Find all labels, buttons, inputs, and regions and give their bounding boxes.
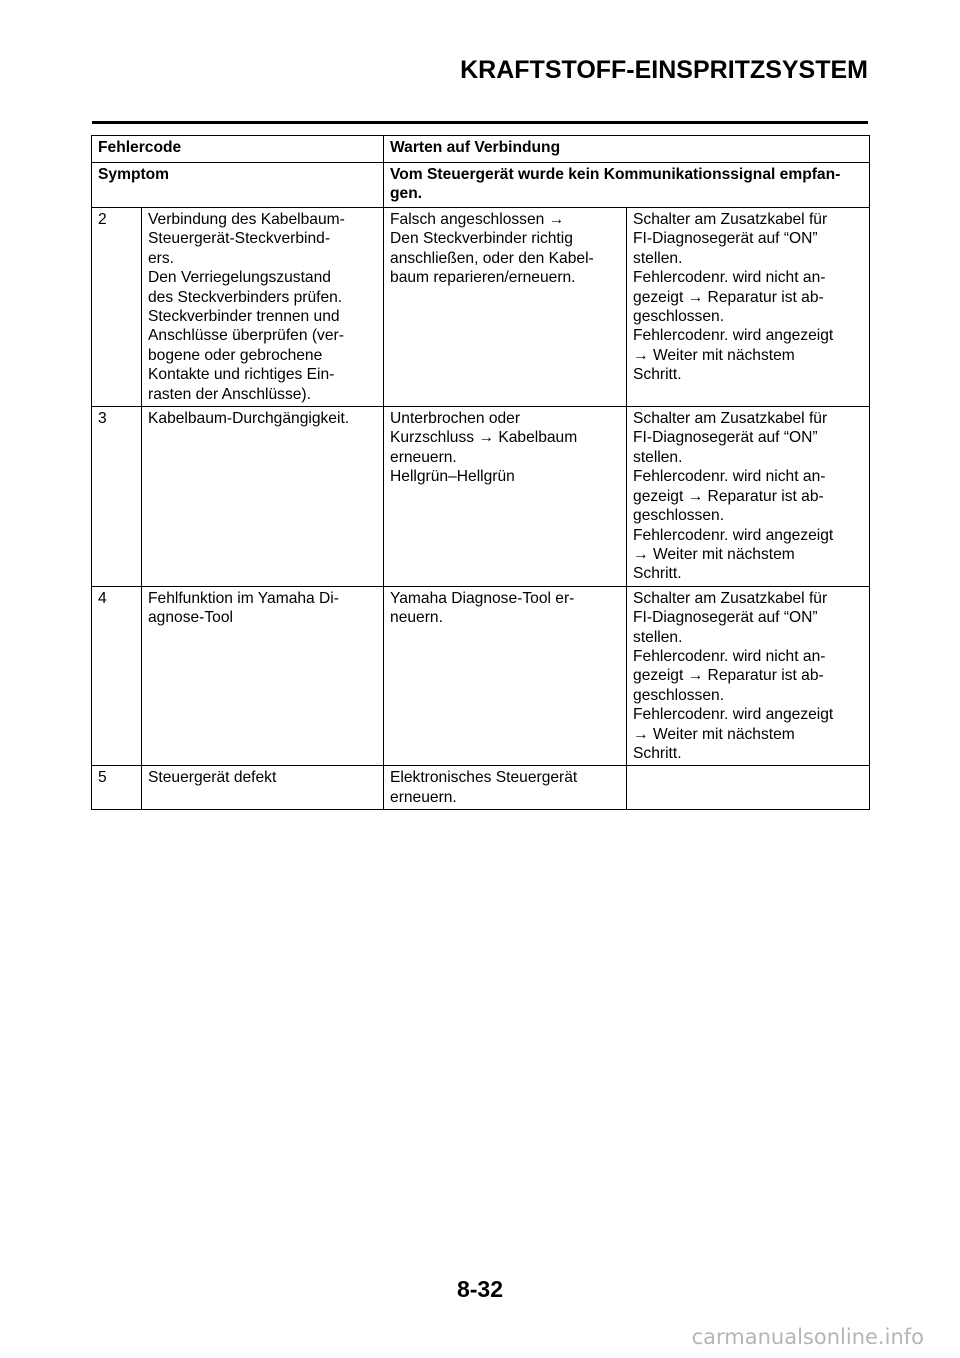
symptom-value: Vom Steuergerät wurde kein Kommunikationssignal empfan- gen. [384,163,870,208]
symptom-label: Symptom [92,163,384,208]
fehlercode-value: Warten auf Verbindung [384,136,870,163]
step-action: Unterbrochen oder Kurzschluss → Kabelbaum erneuern. Hellgrün–Hellgrün [384,407,627,587]
step-check: Verbindung des Kabelbaum- Steuergerät-Steckverbind- ers. Den Verriegelungszustand des Steckverbinders prüfen. Steckverbinder trennen und Anschlüsse überprüfen (ver- bogene oder gebrochene Kontakte und richtiges Ein- rasten der Anschlüsse). [142,208,384,407]
page-title: KRAFTSTOFF-EINSPRITZSYSTEM [460,56,868,84]
step-confirm: Schalter am Zusatzkabel für FI-Diagnosegerät auf “ON” stellen. Fehlercodenr. wird nicht an- gezeigt → Reparatur ist ab- geschlossen. Fehlercodenr. wird angezeigt → Weiter mit nächstem Schritt. [627,586,870,766]
step-action: Falsch angeschlossen → Den Steckverbinder richtig anschließen, oder den Kabel- baum reparieren/erneuern. [384,208,627,407]
table-row [92,407,870,587]
step-check: Steuergerät defekt [142,766,384,810]
step-check: Kabelbaum-Durchgängigkeit. [142,407,384,587]
step-action: Yamaha Diagnose-Tool er- neuern. [384,586,627,766]
page-number: 8-32 [456,1276,504,1302]
step-number: 5 [92,766,142,810]
table-row [92,766,870,810]
table-row [92,208,870,407]
step-confirm [627,766,870,810]
header-row-symptom [92,163,870,208]
table-row [92,586,870,766]
step-check: Fehlfunktion im Yamaha Di- agnose-Tool [142,586,384,766]
header-rule [92,121,868,124]
step-confirm: Schalter am Zusatzkabel für FI-Diagnosegerät auf “ON” stellen. Fehlercodenr. wird nicht an- gezeigt → Reparatur ist ab- geschlossen. Fehlercodenr. wird angezeigt → Weiter mit nächstem Schritt. [627,407,870,587]
step-confirm: Schalter am Zusatzkabel für FI-Diagnosegerät auf “ON” stellen. Fehlercodenr. wird nicht an- gezeigt → Reparatur ist ab- geschlossen. Fehlercodenr. wird angezeigt → Weiter mit nächstem Schritt. [627,208,870,407]
fehlercode-label: Fehlercode [92,136,384,163]
header-row-fehlercode [92,136,870,163]
watermark: carmanualsonline.info [691,1325,924,1349]
step-number: 4 [92,586,142,766]
diagnosis-table [91,135,870,810]
step-action: Elektronisches Steuergerät erneuern. [384,766,627,810]
step-number: 2 [92,208,142,407]
step-number: 3 [92,407,142,587]
